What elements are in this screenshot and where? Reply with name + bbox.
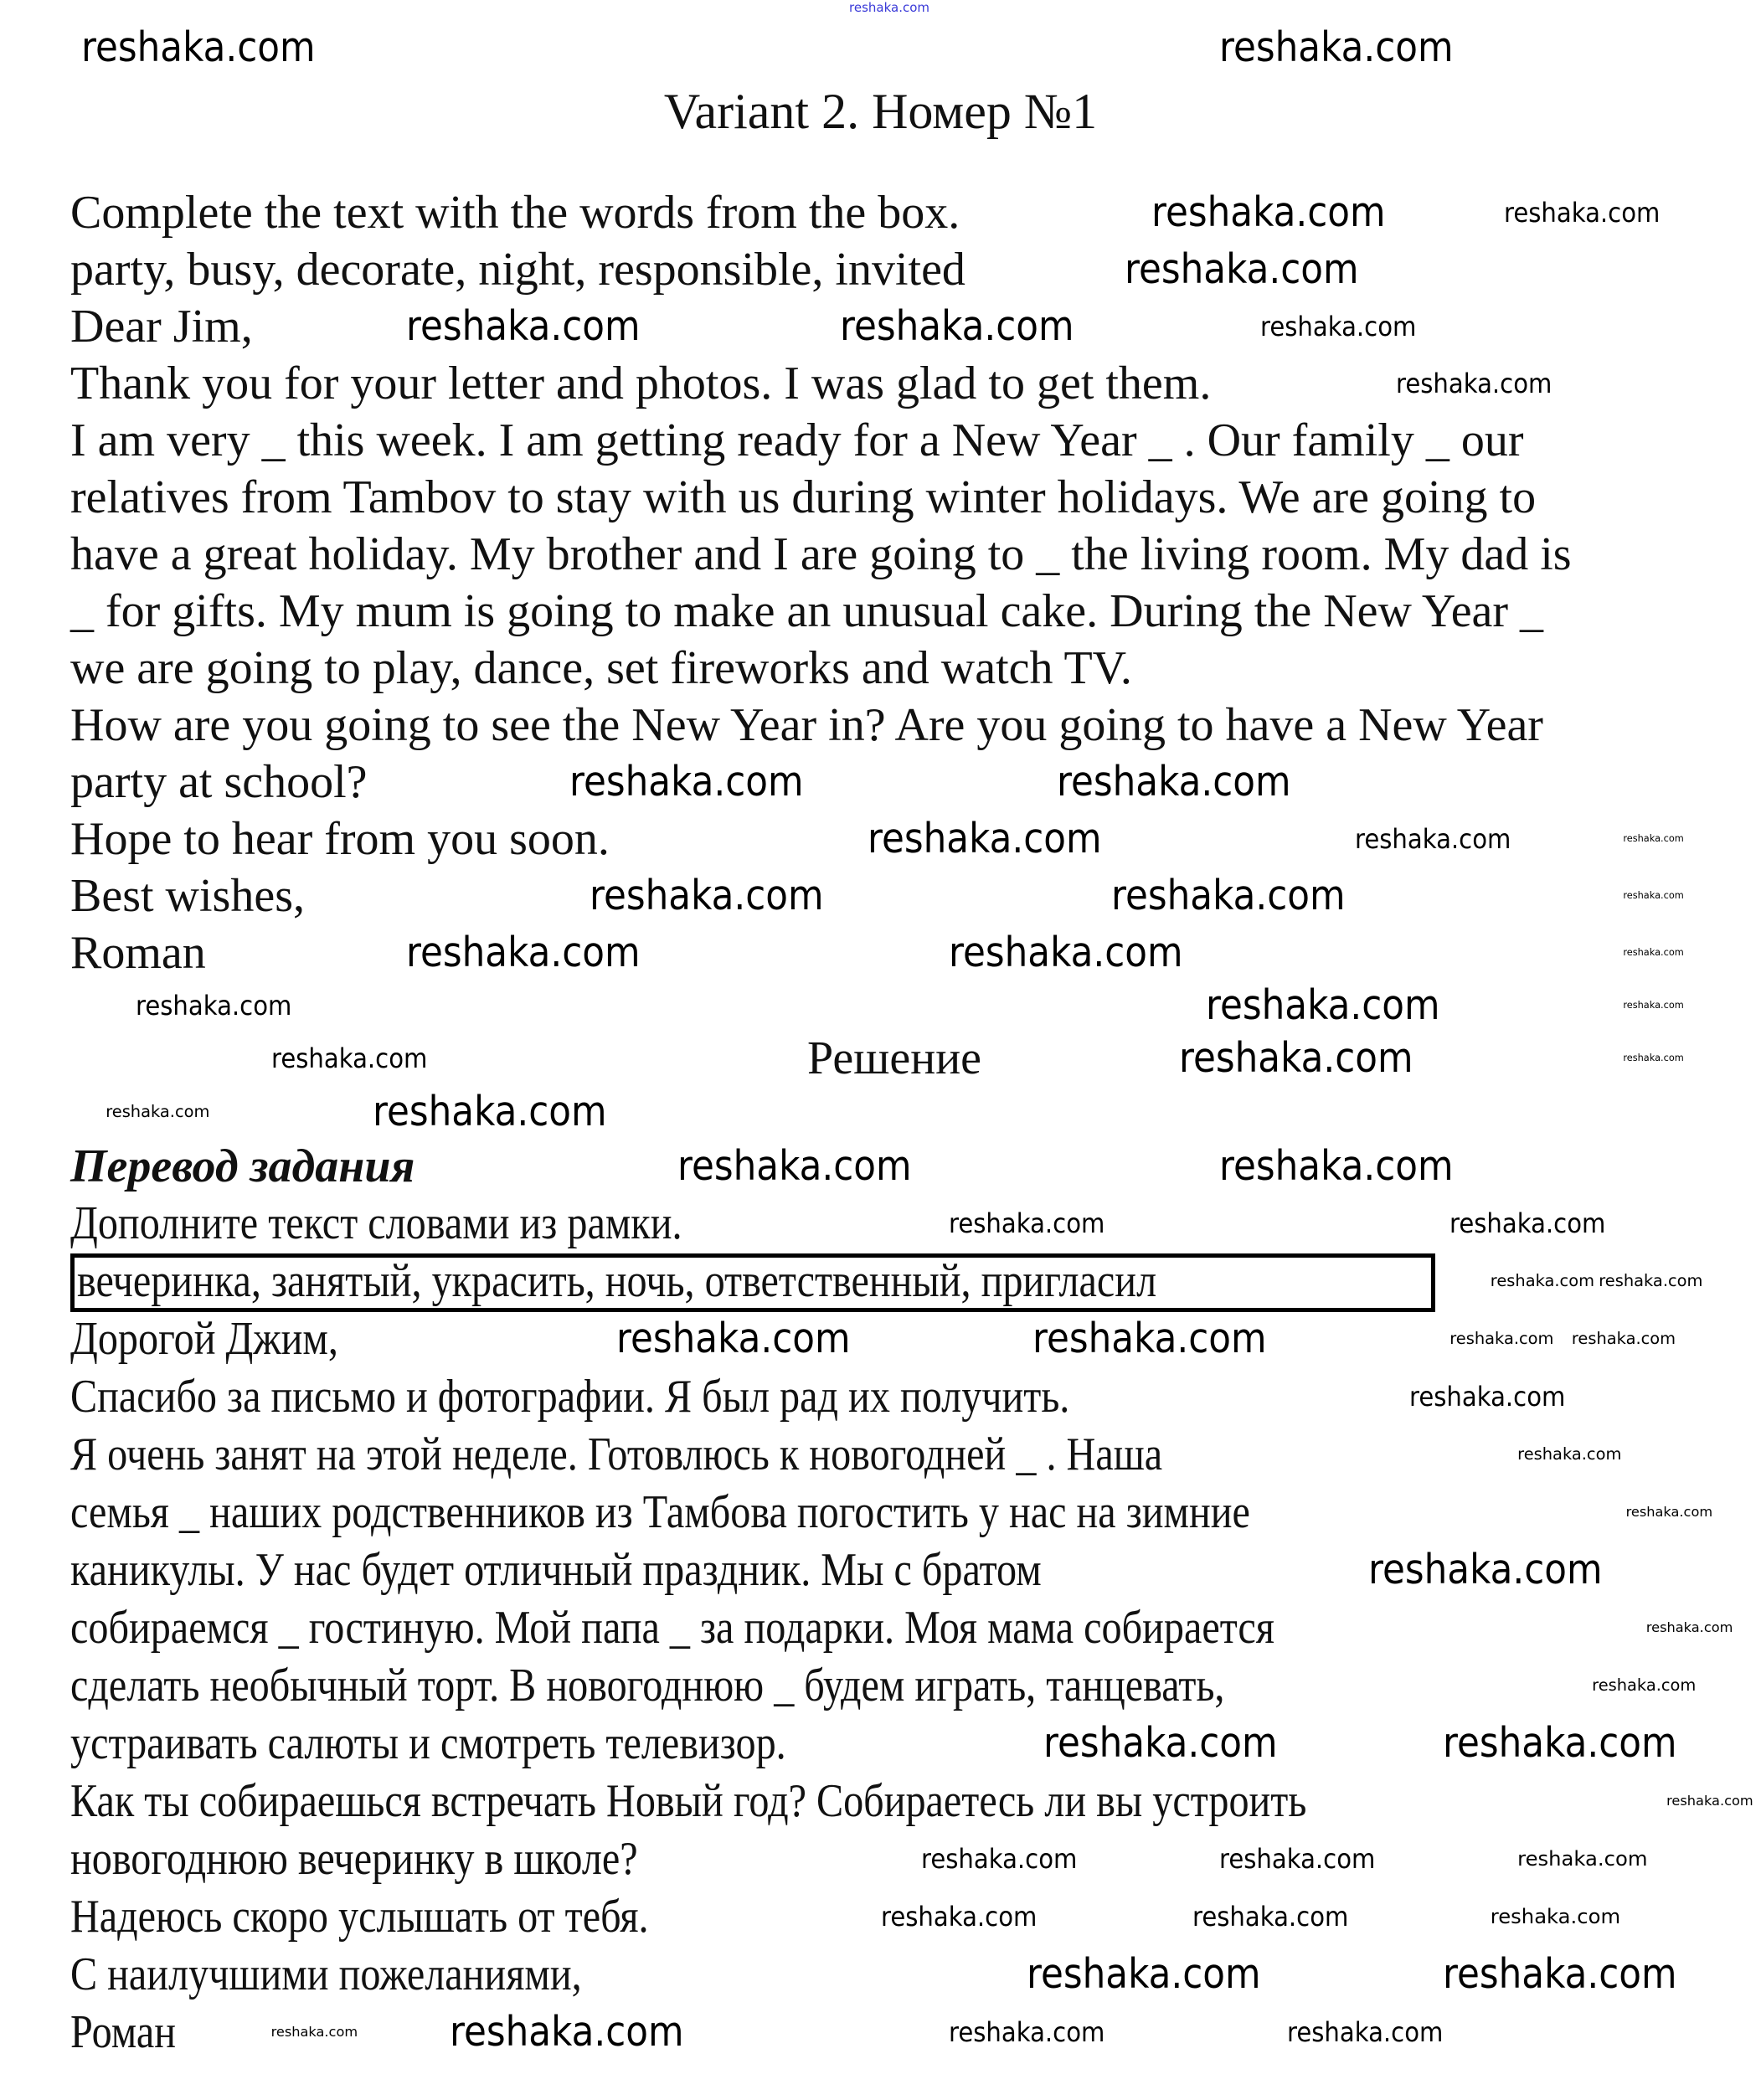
watermark: reshaka.com — [1623, 999, 1684, 1011]
watermark: reshaka.com — [1032, 1315, 1267, 1362]
watermark: reshaka.com — [1623, 889, 1684, 902]
russian-line: устраивать салюты и смотреть телевизор. — [70, 1717, 786, 1769]
russian-line: Дорогой Джим, — [70, 1313, 338, 1365]
watermark: reshaka.com — [1490, 1271, 1594, 1291]
watermark: reshaka.com — [1599, 1271, 1703, 1291]
watermark: reshaka.com — [1449, 1207, 1606, 1239]
watermark: reshaka.com — [616, 1315, 851, 1362]
watermark: reshaka.com — [867, 815, 1102, 862]
english-line: we are going to play, dance, set fireworks and watch TV. — [70, 642, 1132, 694]
watermark: reshaka.com — [589, 872, 824, 919]
solution-heading: Решение — [806, 1032, 982, 1084]
watermark: reshaka.com — [1623, 946, 1684, 959]
word-list: party, busy, decorate, night, responsible, invited — [70, 244, 965, 296]
english-line: Best wishes, — [70, 870, 305, 922]
watermark: reshaka.com — [1057, 758, 1291, 806]
watermark: reshaka.com — [1449, 1329, 1554, 1349]
russian-line: Дополните текст словами из рамки. — [70, 1197, 682, 1249]
watermark: reshaka.com — [1219, 1842, 1376, 1875]
watermark: reshaka.com — [106, 1102, 210, 1122]
page-title: Variant 2. Номер №1 — [663, 84, 1098, 139]
watermark: reshaka.com — [81, 23, 316, 71]
english-line: Roman — [70, 927, 206, 979]
russian-line: С наилучшими пожеланиями, — [70, 1948, 582, 2000]
english-line: party at school? — [70, 756, 368, 808]
english-line: Thank you for your letter and photos. I was glad to get them. — [70, 358, 1212, 409]
russian-line: семья _ наших родственников из Тамбова погостить у нас на зимние — [70, 1486, 1250, 1538]
watermark: reshaka.com — [1408, 1380, 1566, 1413]
watermark: reshaka.com — [1517, 1845, 1648, 1871]
watermark: reshaka.com — [677, 1142, 912, 1190]
watermark: reshaka.com — [1666, 1792, 1753, 1809]
watermark: reshaka.com — [1151, 188, 1386, 236]
russian-line: Спасибо за письмо и фотографии. Я был рад их получить. — [70, 1371, 1070, 1423]
top-watermark-link[interactable]: reshaka.com — [849, 0, 929, 15]
watermark: reshaka.com — [135, 989, 292, 1022]
english-line: _ for gifts. My mum is going to make an unusual cake. During the New Year _ — [70, 585, 1544, 637]
watermark: reshaka.com — [1623, 832, 1684, 845]
russian-line: Надеюсь скоро услышать от тебя. — [70, 1891, 649, 1943]
watermark: reshaka.com — [1571, 1329, 1676, 1349]
watermark: reshaka.com — [406, 302, 641, 350]
watermark: reshaka.com — [406, 929, 641, 976]
watermark: reshaka.com — [372, 1088, 607, 1135]
watermark: reshaka.com — [1110, 872, 1346, 919]
watermark: reshaka.com — [1355, 822, 1511, 855]
russian-line: собираемся _ гостиную. Мой папа _ за подарки. Моя мама собирается — [70, 1602, 1274, 1654]
watermark: reshaka.com — [1124, 245, 1359, 293]
watermark: reshaka.com — [1192, 1900, 1349, 1933]
watermark: reshaka.com — [1443, 1950, 1677, 1998]
russian-line: каникулы. У нас будет отличный праздник. Мы с братом — [70, 1544, 1042, 1596]
watermark: reshaka.com — [1368, 1546, 1603, 1593]
english-line: How are you going to see the New Year in? Are you going to have a New Year — [70, 699, 1543, 751]
watermark: reshaka.com — [569, 758, 804, 806]
watermark: reshaka.com — [948, 2015, 1104, 2048]
english-line: Complete the text with the words from the box. — [70, 187, 960, 239]
watermark: reshaka.com — [1592, 1675, 1697, 1696]
watermark: reshaka.com — [1219, 23, 1454, 71]
watermark: reshaka.com — [1625, 1503, 1713, 1520]
russian-line: Как ты собираешься встречать Новый год? Собираетесь ли вы устроить — [70, 1775, 1307, 1827]
english-line: Dear Jim, — [70, 301, 253, 353]
watermark: reshaka.com — [880, 1900, 1038, 1933]
watermark: reshaka.com — [1645, 1619, 1733, 1635]
watermark: reshaka.com — [948, 1207, 1104, 1239]
watermark: reshaka.com — [270, 1042, 427, 1074]
english-line: I am very _ this week. I am getting ready for a New Year _ . Our family _ our — [70, 414, 1524, 466]
english-line: Hope to hear from you soon. — [70, 813, 610, 865]
watermark: reshaka.com — [450, 2008, 684, 2056]
watermark: reshaka.com — [948, 929, 1183, 976]
watermark: reshaka.com — [1287, 2015, 1444, 2048]
english-line: have a great holiday. My brother and I are going to _ the living room. My dad is — [70, 528, 1572, 580]
russian-line: Я очень занят на этой неделе. Готовлюсь к новогодней _ . Наша — [70, 1428, 1163, 1480]
watermark: reshaka.com — [1395, 367, 1552, 399]
watermark: reshaka.com — [1443, 1719, 1677, 1767]
russian-line: новогоднюю вечеринку в школе? — [70, 1833, 638, 1885]
russian-line: Роман — [70, 2006, 177, 2058]
boxed-word-list: вечеринка, занятый, украсить, ночь, ответственный, пригласил — [77, 1255, 1157, 1307]
watermark: reshaka.com — [1219, 1142, 1454, 1190]
watermark: reshaka.com — [1206, 981, 1440, 1029]
watermark: reshaka.com — [270, 2023, 358, 2040]
watermark: reshaka.com — [840, 302, 1074, 350]
watermark: reshaka.com — [1043, 1719, 1278, 1767]
russian-line: сделать необычный торт. В новогоднюю _ будем играть, танцевать, — [70, 1660, 1225, 1711]
watermark: reshaka.com — [1178, 1034, 1413, 1082]
watermark: reshaka.com — [1503, 196, 1661, 229]
english-line: relatives from Tambov to stay with us during winter holidays. We are going to — [70, 471, 1537, 523]
translation-heading: Перевод задания — [70, 1140, 415, 1192]
watermark: reshaka.com — [1259, 310, 1417, 342]
watermark: reshaka.com — [1490, 1903, 1621, 1928]
watermark: reshaka.com — [1517, 1444, 1622, 1464]
watermark: reshaka.com — [921, 1842, 1078, 1875]
watermark: reshaka.com — [1623, 1052, 1684, 1064]
watermark: reshaka.com — [1027, 1950, 1261, 1998]
